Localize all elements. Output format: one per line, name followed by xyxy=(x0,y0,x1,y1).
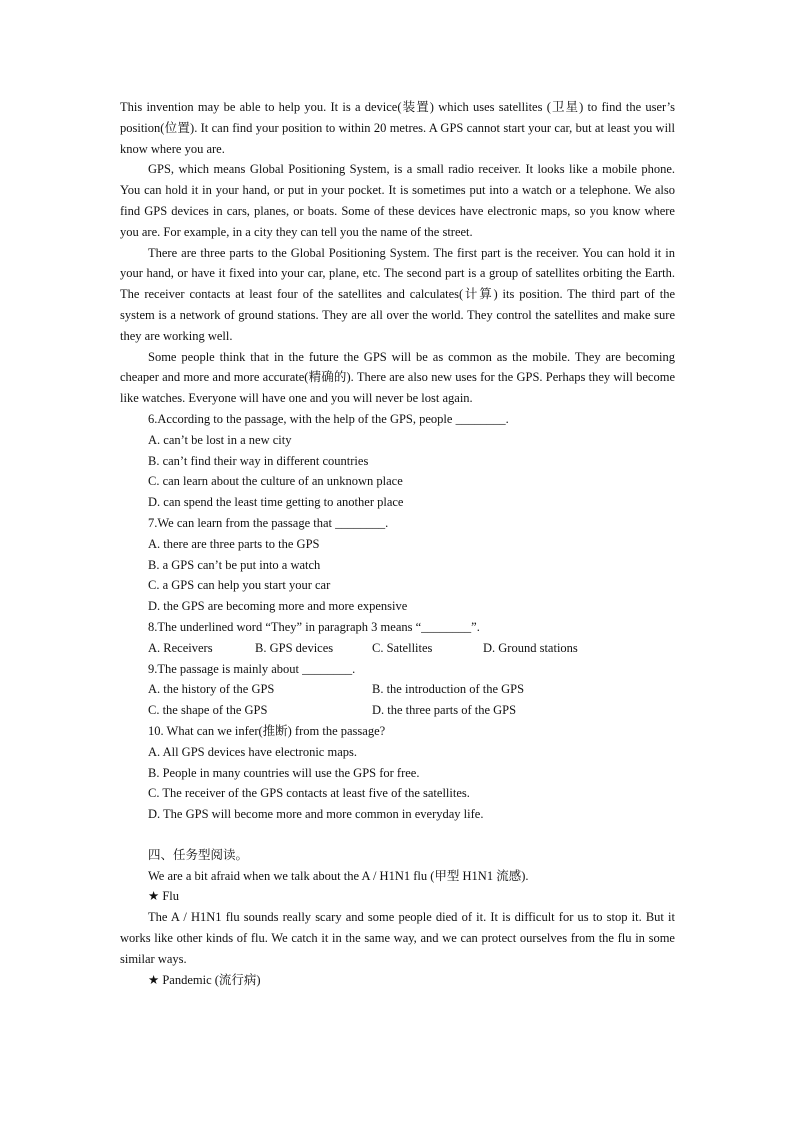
question-8-option-d: D. Ground stations xyxy=(483,640,578,655)
section-4-intro: We are a bit afraid when we talk about the A / H1N1 flu (甲型 H1N1 流感). xyxy=(148,868,529,883)
question-8-option-a: A. Receivers xyxy=(148,640,213,655)
question-9-options-row-1 xyxy=(120,679,675,700)
question-6-option-d: D. can spend the least time getting to another place xyxy=(148,495,404,510)
question-7-option-d: D. the GPS are becoming more and more expensive xyxy=(148,599,408,614)
section-4-subheading-pandemic: ★ Pandemic (流行病) xyxy=(148,972,261,987)
passage-paragraph-4: Some people think that in the future the GPS will be as common as the mobile. They are becoming cheaper and more and more accurate(精确的). There are also new uses for the GPS. Perhaps they will become like watches. Everyone will have one and you will never be lost again. xyxy=(120,349,675,406)
question-10-option-a: A. All GPS devices have electronic maps. xyxy=(148,744,357,759)
question-10-stem: 10. What can we infer(推断) from the passage? xyxy=(148,723,386,738)
question-6-option-a: A. can’t be lost in a new city xyxy=(148,432,292,447)
question-9-option-a: A. the history of the GPS xyxy=(148,682,275,697)
question-9-option-d: D. the three parts of the GPS xyxy=(372,703,517,718)
question-7-option-a: A. there are three parts to the GPS xyxy=(148,536,320,551)
question-9-option-c: C. the shape of the GPS xyxy=(148,703,268,718)
question-10-option-c: C. The receiver of the GPS contacts at least five of the satellites. xyxy=(148,786,470,801)
question-8-option-b: B. GPS devices xyxy=(255,640,334,655)
question-8-option-c: C. Satellites xyxy=(372,640,433,655)
passage-paragraph-2: GPS, which means Global Positioning System, is a small radio receiver. It looks like a mobile phone. You can hold it in your hand, or put in your pocket. It is sometimes put into a watch or a telephone. We also find GPS devices in cars, planes, or boats. Some of these devices have electronic maps, so you know where you are. For example, in a city they can tell you the name of the street. xyxy=(120,162,675,239)
question-6-option-c: C. can learn about the culture of an unknown place xyxy=(148,474,403,489)
question-6-option-b: B. can’t find their way in different countries xyxy=(148,453,369,468)
question-10-option-d: D. The GPS will become more and more common in everyday life. xyxy=(148,807,484,822)
section-4-subheading-flu: ★ Flu xyxy=(148,889,180,904)
question-10-option-b: B. People in many countries will use the GPS for free. xyxy=(148,765,420,780)
question-7-option-c: C. a GPS can help you start your car xyxy=(148,578,331,593)
passage-paragraph-1: This invention may be able to help you. It is a device(装置) which uses satellites (卫星) to find the user’s position(位置). It can find your position to within 20 metres. A GPS cannot start your car, but at least you will know where you are. xyxy=(120,100,675,156)
question-9-option-b: B. the introduction of the GPS xyxy=(372,682,525,697)
question-6-stem: 6.According to the passage, with the help of the GPS, people ________. xyxy=(148,411,509,426)
question-9-options-row-2 xyxy=(120,700,675,721)
section-spacer xyxy=(120,825,675,845)
question-8-options xyxy=(120,638,675,659)
document-page xyxy=(120,97,675,990)
question-7-option-b: B. a GPS can’t be put into a watch xyxy=(148,557,321,572)
question-8-stem: 8.The underlined word “They” in paragraph 3 means “________”. xyxy=(148,619,480,634)
passage-paragraph-3: There are three parts to the Global Positioning System. The first part is the receiver. You can hold it in your hand, or have it fixed into your car, plane, etc. The second part is a group of satellites orbiting the Earth. The receiver contacts at least four of the satellites and calculates(计算) its position. The third part of the system is a network of ground stations. They are all over the world. They control the satellites and make sure they are working well. xyxy=(120,245,675,343)
section-4-paragraph-1: The A / H1N1 flu sounds really scary and some people died of it. It is difficult for us to stop it. But it works like other kinds of flu. We catch it in the same way, and we can protect ourselves from the flu in some similar ways. xyxy=(120,910,675,966)
question-7-stem: 7.We can learn from the passage that ________. xyxy=(148,515,389,530)
question-9-stem: 9.The passage is mainly about ________. xyxy=(148,661,356,676)
section-4-heading: 四、任务型阅读。 xyxy=(148,846,249,862)
